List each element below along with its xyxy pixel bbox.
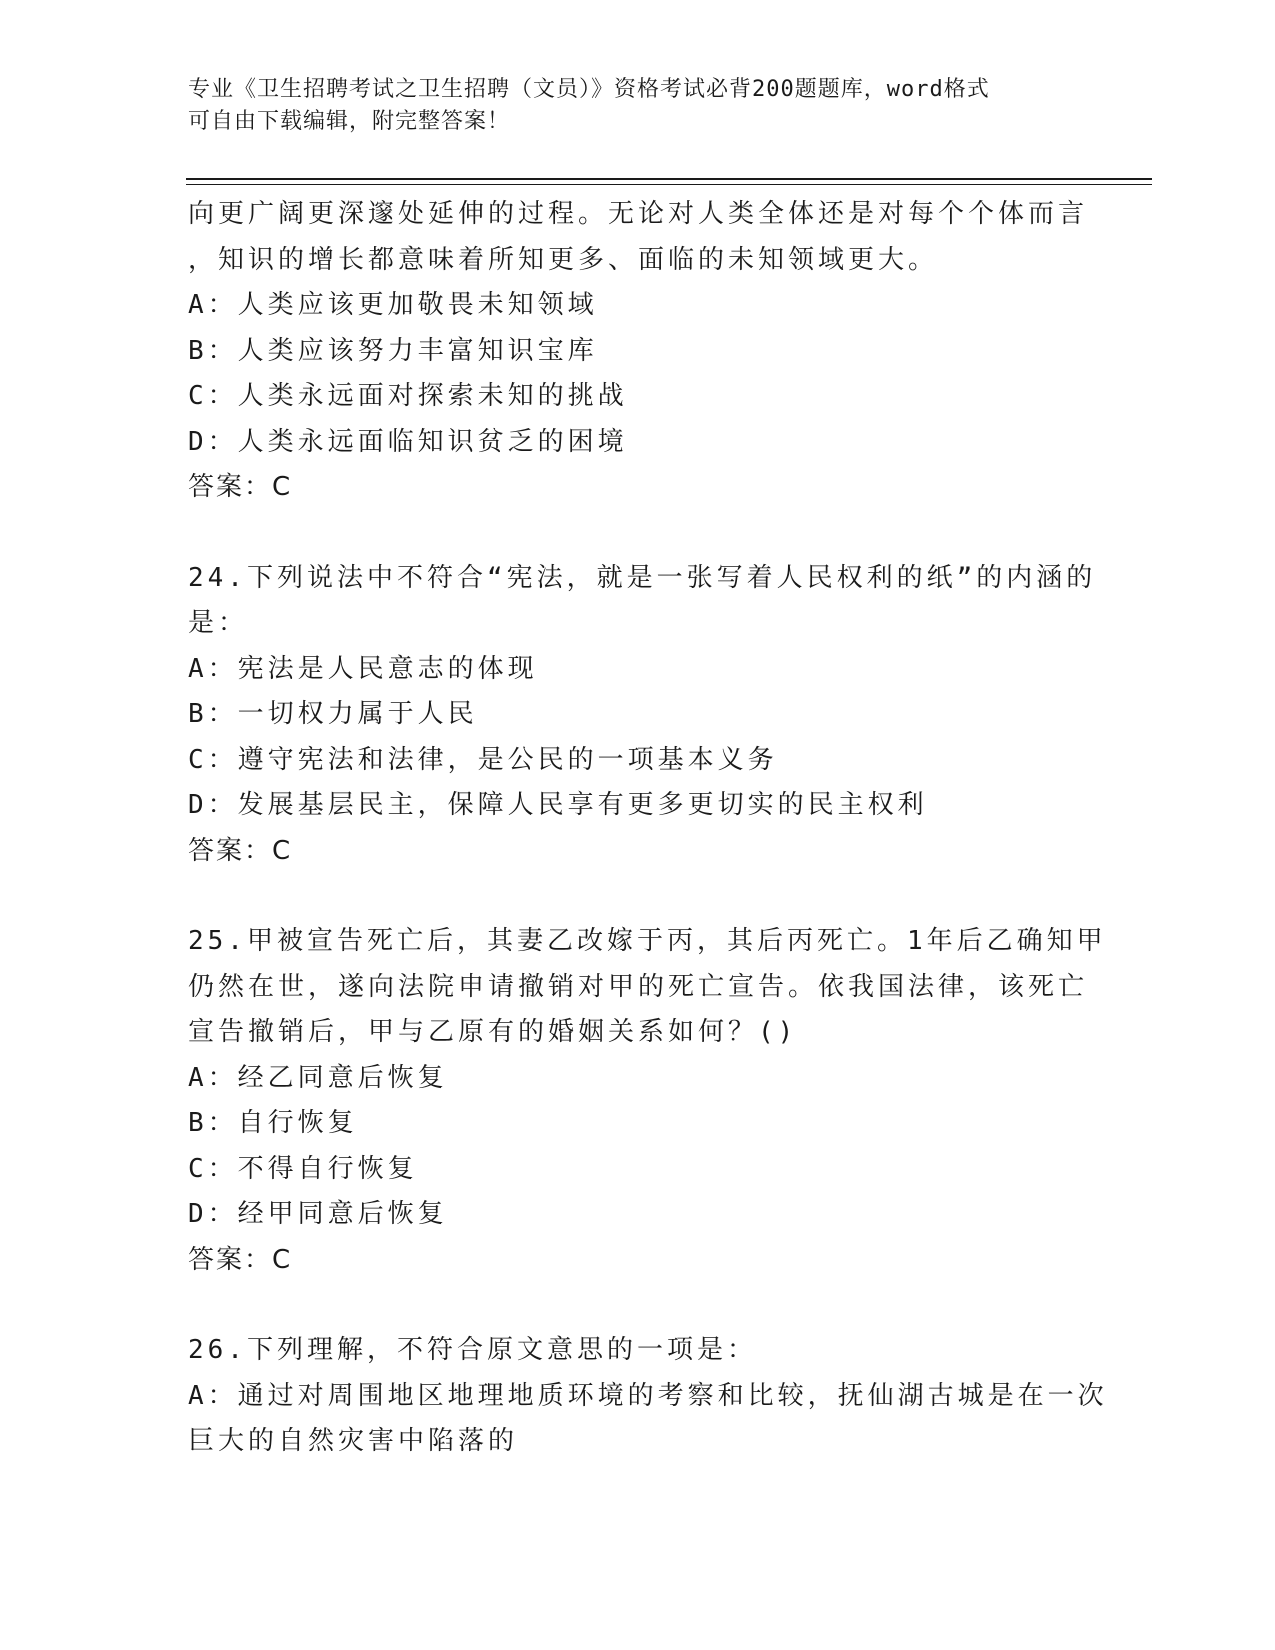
option-b: B：一切权力属于人民 [188, 699, 478, 729]
header-title-line-1: 专业《卫生招聘考试之卫生招聘（文员）》资格考试必背200题题库，word格式 [188, 77, 990, 102]
option-a: A：人类应该更加敬畏未知领域 [188, 290, 598, 320]
question-text-line: 向更广阔更深邃处延伸的过程。无论对人类全体还是对每个个体而言 [188, 199, 1089, 229]
question-24 [188, 556, 1097, 875]
question-content [188, 192, 1108, 1465]
spacer [188, 1283, 1088, 1328]
question-text-line: 24.下列说法中不符合“宪法，就是一张写着人民权利的纸”的内涵的 [188, 562, 1097, 593]
option-b: B：人类应该努力丰富知识宝库 [188, 335, 598, 366]
question-26 [188, 1328, 1108, 1465]
question-text-line: 25.甲被宣告死亡后，其妻乙改嫁于丙，其后丙死亡。1年后乙确知甲 [188, 926, 1107, 956]
option-c: C：不得自行恢复 [188, 1153, 418, 1184]
option-a: A：经乙同意后恢复 [188, 1062, 448, 1093]
option-a: A：通过对周围地区地理地质环境的考察和比较，抚仙湖古城是在一次 [188, 1380, 1108, 1411]
question-text-line: 26.下列理解，不符合原文意思的一项是： [188, 1335, 757, 1365]
option-a: A：宪法是人民意志的体现 [188, 653, 538, 684]
option-d: D：经甲同意后恢复 [188, 1199, 448, 1229]
option-c: C：遵守宪法和法律，是公民的一项基本义务 [188, 744, 778, 775]
answer-label: 答案：C [188, 1244, 293, 1275]
question-25 [188, 919, 1107, 1283]
question-continuation [188, 192, 1088, 511]
header-title-line-2: 可自由下载编辑，附完整答案！ [188, 109, 511, 134]
option-b: B：自行恢复 [188, 1108, 358, 1138]
header-divider-thin [186, 184, 1152, 185]
document-header [188, 74, 1088, 138]
answer-label: 答案：C [188, 835, 293, 866]
question-text-line: ，知识的增长都意味着所知更多、面临的未知领域更大。 [188, 244, 939, 275]
question-text-line: 宣告撤销后，甲与乙原有的婚姻关系如何？() [188, 1017, 798, 1047]
option-d: D：人类永远面临知识贫乏的困境 [188, 426, 628, 457]
option-c: C：人类永远面对探索未知的挑战 [188, 381, 628, 411]
spacer [188, 511, 1088, 556]
option-a-continuation: 巨大的自然灾害中陷落的 [188, 1426, 519, 1456]
spacer [188, 874, 1088, 919]
question-text-line: 仍然在世，遂向法院申请撤销对甲的死亡宣告。依我国法律，该死亡 [188, 971, 1089, 1002]
option-d: D：发展基层民主，保障人民享有更多更切实的民主权利 [188, 790, 928, 820]
question-text-line: 是： [188, 608, 249, 638]
header-divider-thick [186, 178, 1152, 180]
answer-label: 答案：C [188, 472, 293, 502]
